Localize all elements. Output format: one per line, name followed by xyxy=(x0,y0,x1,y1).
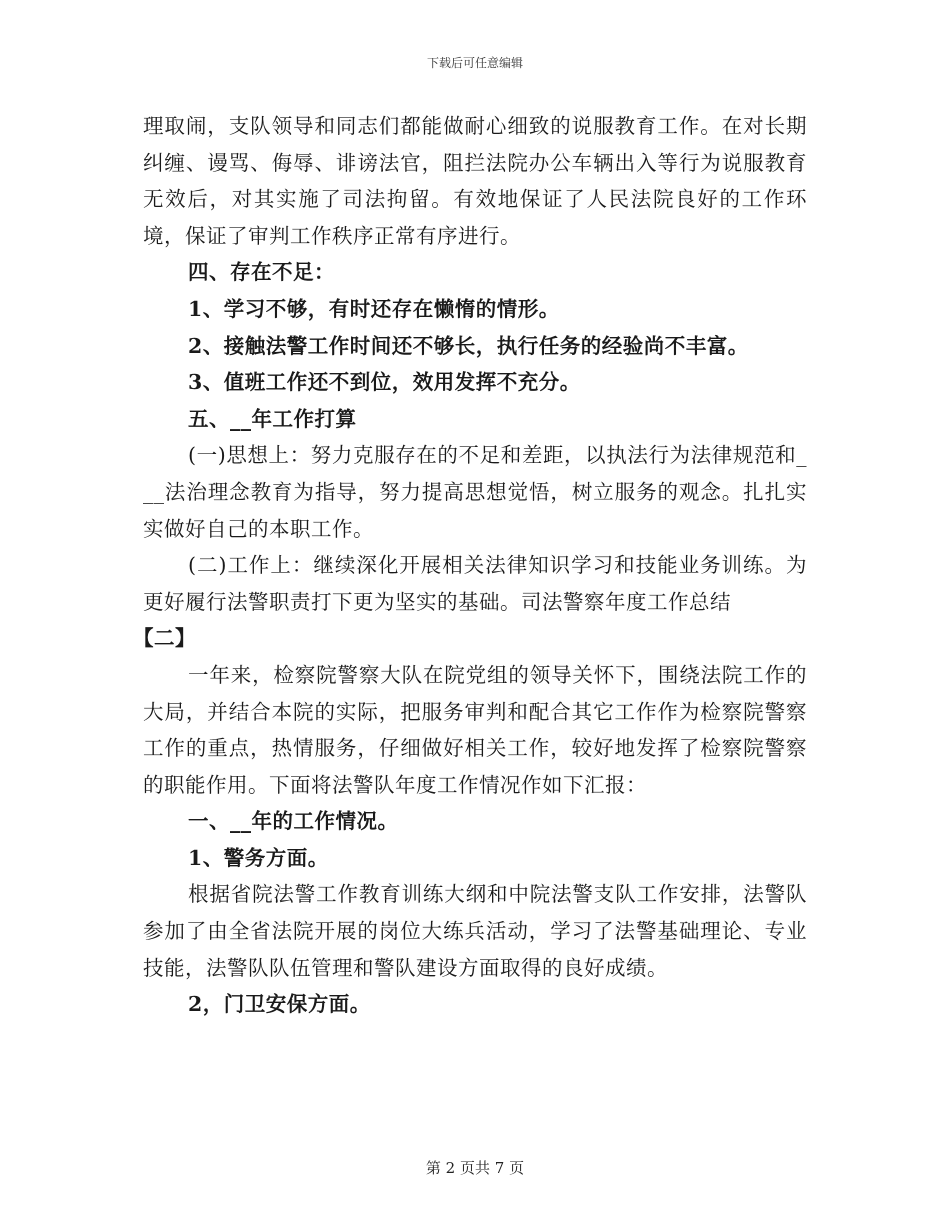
paragraph-plan-thought: (一)思想上：努力克服存在的不足和差距，以执法行为法律规范和___法治理念教育为指导，努力提高思想觉悟，树立服务的观念。扎扎实实做好自己的本职工作。 xyxy=(143,443,807,541)
paragraph-intro: 一年来，检察院警察大队在院党组的领导关怀下，围绕法院工作的大局，并结合本院的实际，把服务审判和配合其它工作作为检察院警察工作的重点，热情服务，仔细做好相关工作，较好地发挥了检察院警察的职能作用。下面将法警队年度工作情况作如下汇报： xyxy=(143,662,807,797)
paragraph-plan-work: (二)工作上：继续深化开展相关法律知识学习和技能业务训练。为更好履行法警职责打下更为坚实的基础。司法警察年度工作总结 xyxy=(143,553,807,614)
list-item-shortcoming-2: 2、接触法警工作时间还不够长，执行任务的经验尚不丰富。 xyxy=(188,333,749,358)
page-number: 第 2 页共 7 页 xyxy=(425,1159,525,1177)
section-heading-work-status: 一、__年的工作情况。 xyxy=(188,809,399,834)
subheading-police-affairs: 1、警务方面。 xyxy=(188,845,329,870)
section-heading-shortcomings: 四、存在不足： xyxy=(188,260,335,285)
list-item-shortcoming-3: 3、值班工作还不到位，效用发挥不充分。 xyxy=(188,370,581,395)
paragraph-police-affairs: 根据省院法警工作教育训练大纲和中院法警支队工作安排，法警队参加了由全省法院开展的岗位大练兵活动，学习了法警基础理论、专业技能，法警队队伍管理和警队建设方面取得的良好成绩。 xyxy=(143,882,807,980)
section-marker-two: 【二】 xyxy=(133,626,196,651)
subheading-security: 2，门卫安保方面。 xyxy=(188,992,371,1017)
section-heading-plan: 五、__年工作打算 xyxy=(188,406,357,431)
list-item-shortcoming-1: 1、学习不够，有时还存在懒惰的情形。 xyxy=(188,296,560,321)
paragraph-continued: 理取闹，支队领导和同志们都能做耐心细致的说服教育工作。在对长期纠缠、谩骂、侮辱、诽谤法官，阻拦法院办公车辆出入等行为说服教育无效后，对其实施了司法拘留。有效地保证了人民法院良好的工作环境，保证了审判工作秩序正常有序进行。 xyxy=(143,114,807,248)
document-body xyxy=(133,108,807,1023)
page-header: 下载后可任意编辑 xyxy=(426,56,523,70)
